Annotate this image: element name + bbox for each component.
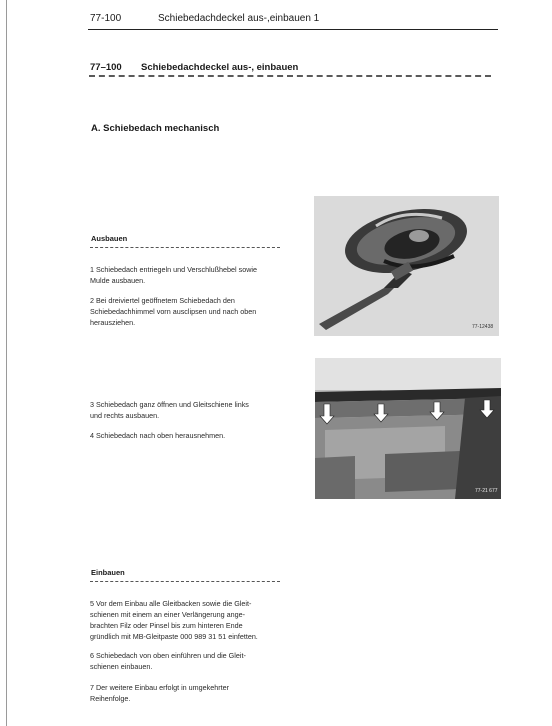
header-page-number: 77-100 — [90, 13, 122, 24]
section-rule — [89, 75, 491, 77]
section-title: Schiebedachdeckel aus-, einbauen — [141, 62, 299, 73]
figure-1-photo — [314, 196, 499, 336]
ausbauen-heading: Ausbauen — [91, 234, 128, 243]
einbauen-rule — [90, 581, 280, 582]
step-1: 1 Schiebedach entriegeln und Verschlußhebel sowie Mulde ausbauen. — [90, 265, 258, 285]
header-rule — [88, 29, 498, 30]
photo-sunroof-headliner-clip-icon — [314, 196, 499, 336]
ausbauen-rule — [90, 247, 280, 248]
step-6: 6 Schiebedach von oben einführen und die Gleit- schienen einbauen. — [90, 651, 246, 671]
photo-sunroof-guide-rails-arrows-icon — [315, 358, 501, 499]
step-5: 5 Vor dem Einbau alle Gleitbacken sowie die Gleit- schienen mit einem an einer Verlängerung ange- brachten Filz oder Pinsel bis zum hinteren Ende gründlich mit MB-Gleitpaste 000 989 31 51 einfetten. — [90, 599, 258, 641]
figure-2-code: 77-21 677 — [475, 488, 498, 494]
step-7: 7 Der weitere Einbau erfolgt in umgekehrter Reihenfolge. — [90, 683, 230, 703]
step-2: 2 Bei dreiviertel geöffnetem Schiebedach den Schiebedachhimmel vorn ausclipsen und nach oben herausziehen. — [90, 296, 257, 327]
einbauen-heading: Einbauen — [91, 568, 125, 577]
subsection-title: A. Schiebedach mechanisch — [91, 123, 220, 134]
figure-1-code: 77-12438 — [472, 324, 494, 330]
step-4: 4 Schiebedach nach oben herausnehmen. — [90, 431, 226, 440]
page-edge-line — [6, 0, 7, 726]
header-title: Schiebedachdeckel aus-,einbauen 1 — [158, 13, 320, 24]
section-number: 77–100 — [90, 62, 122, 73]
figure-2-photo — [315, 358, 501, 499]
step-3: 3 Schiebedach ganz öffnen und Gleitschiene links und rechts ausbauen. — [90, 400, 249, 420]
